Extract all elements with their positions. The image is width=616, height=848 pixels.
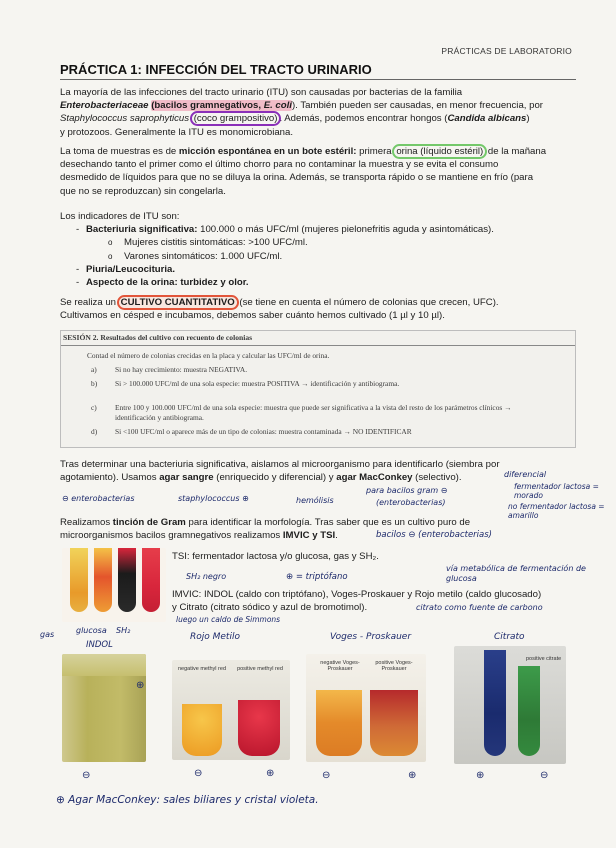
culture-line-2: Cultivamos en césped e incubamos, debemos saber cuánto hemos cultivado (1 µl y 10 µl). bbox=[60, 310, 445, 322]
label-indol: INDOL bbox=[86, 640, 113, 650]
indicator-bacteriuria: - Bacteriuria significativa: 100.000 o más UFC/ml (mujeres pielonefritis aguda y asintomáticas). bbox=[60, 223, 580, 236]
note-triptofano: ⊕ = triptófano bbox=[286, 572, 348, 582]
label-pos-rm: positive methyl red bbox=[237, 666, 283, 672]
intro-paragraph bbox=[60, 86, 580, 139]
label-neg-vp: negative Voges-Proskauer bbox=[320, 660, 360, 672]
session-box-title: SESIÓN 2. Resultados del cultivo con recuento de colonias bbox=[63, 333, 253, 342]
tube-vp-positive bbox=[370, 690, 418, 756]
gram-line-2: microorganismos bacilos gramnegativos realizamos IMVIC y TSI. bbox=[60, 530, 338, 542]
tsi-line: TSI: fermentador lactosa y/o glucosa, gas y SH₂. bbox=[172, 551, 379, 562]
session-item-d: d) Si <100 UFC/ml o aparece más de un tipo de colonias: muestra contaminada → NO IDENTIFICAR bbox=[91, 427, 412, 436]
sample-paragraph bbox=[60, 145, 580, 198]
note-luego-caldo: luego un caldo de Simmons bbox=[176, 615, 281, 624]
indicator-aspecto: - Aspecto de la orina: turbidez y olor. bbox=[60, 276, 580, 289]
note-via-metabolica: vía metabólica de fermentación de glucosa bbox=[446, 564, 586, 583]
tube-citrato-positive bbox=[484, 650, 506, 756]
enterobacteriaceae-term: Enterobacteriaceae bbox=[60, 100, 149, 112]
tsi-tubes-photo bbox=[62, 548, 166, 622]
intro-line-2: Enterobacteriaceae (bacilos gramnegativos, E. coli). También pueden ser causadas, en menor frecuencia, por bbox=[60, 100, 543, 112]
rm-minus: ⊖ bbox=[194, 768, 203, 779]
session-results-box bbox=[60, 330, 576, 448]
tube-control bbox=[142, 548, 160, 612]
note-staphylococcus: staphylococcus ⊕ bbox=[178, 494, 249, 503]
label-pos-cit: positive citrate bbox=[526, 656, 562, 662]
session-box-divider bbox=[61, 345, 575, 346]
candida-term: Candida albicans bbox=[447, 113, 527, 125]
sample-line-1: La toma de muestras es de micción espontánea en un bote estéril: primera orina (líquido estéril) de la mañana bbox=[60, 146, 547, 157]
isolation-line-1: Tras determinar una bacteriuria significativa, aislamos al microorganismo para identificarlo (siembra por bbox=[60, 459, 500, 470]
label-citrato: Citrato bbox=[494, 632, 525, 642]
staph-term: Staphylococcus saprophyticus bbox=[60, 113, 190, 125]
label-rojo-metilo: Rojo Metilo bbox=[190, 632, 240, 642]
indicator-sub-varones: o Varones sintomáticos: 1.000 UFC/ml. bbox=[60, 250, 580, 263]
indicators-heading: Los indicadores de ITU son: bbox=[60, 211, 180, 222]
session-box-intro: Contad el número de colonias crecidas en la placa y calcular las UFC/ml de orina. bbox=[87, 351, 330, 360]
intro-line-1: La mayoría de las infecciones del tracto urinario (ITU) son causadas por bacterias de la familia bbox=[60, 87, 463, 98]
sample-line-4: que no se reproduzcan) sin congelarla. bbox=[60, 185, 226, 197]
label-sh2: SH₂ bbox=[116, 626, 131, 635]
imvic-line-2: y Citrato (citrato sódico y azul de bromotimol). bbox=[172, 602, 368, 614]
sample-line-3: desmedido de líquidos para que no se diluya la orina. Además, se transporta rápido o se mantiene en frío (para bbox=[60, 172, 534, 184]
rm-plus: ⊕ bbox=[266, 768, 275, 779]
note-sh2-negro: SH₂ negro bbox=[186, 572, 227, 581]
cultivo-cuantitativo-highlight: CULTIVO CUANTITATIVO bbox=[120, 297, 235, 308]
tube-rm-negative bbox=[182, 704, 222, 756]
page-title: PRÁCTICA 1: INFECCIÓN DEL TRACTO URINARIO bbox=[60, 62, 372, 77]
note-diferencial: diferencial bbox=[504, 470, 547, 479]
cit-minus: ⊖ bbox=[540, 770, 549, 781]
indicators-section bbox=[60, 210, 580, 289]
note-bacilos-entero: bacilos ⊖ (enterobacterias) bbox=[376, 530, 492, 540]
cit-plus: ⊕ bbox=[476, 770, 485, 781]
gram-line-1: Realizamos tinción de Gram para identificar la morfología. Tras saber que es un cultivo puro de bbox=[60, 517, 471, 528]
label-pos-vp: positive Voges-Proskauer bbox=[375, 660, 413, 672]
liquido-esteril-highlight: orina (líquido estéril) bbox=[396, 146, 484, 157]
note-fermentador: fermentador lactosa = morado bbox=[514, 482, 599, 500]
indol-plus: ⊕ bbox=[136, 680, 145, 691]
note-enterobacterias: ⊖ enterobacterias bbox=[62, 494, 135, 503]
label-gas: gas bbox=[40, 630, 55, 639]
label-glucosa: glucosa bbox=[76, 626, 107, 635]
citrato-photo bbox=[454, 646, 566, 764]
imvic-line-1: IMVIC: INDOL (caldo con triptófano), Voges-Proskauer y Rojo metilo (caldo glucosado) bbox=[172, 589, 542, 600]
session-item-c: c) Entre 100 y 100.000 UFC/ml de una sola especie: muestra que puede ser significativa a la vista del resto de los parámetros clínicos → identificación y antibiograma. bbox=[91, 403, 512, 422]
isolation-paragraph bbox=[60, 458, 580, 484]
vp-minus: ⊖ bbox=[322, 770, 331, 781]
isolation-line-2: agotamiento). Usamos agar sangre (enriquecido y diferencial) y agar MacConkey (selectivo). bbox=[60, 472, 462, 484]
coco-highlight: (coco grampositivo) bbox=[193, 113, 278, 125]
tube-gas bbox=[70, 548, 88, 612]
gram-paragraph bbox=[60, 516, 580, 542]
indicator-piuria: - Piuria/Leucocituria. bbox=[60, 263, 580, 276]
tube-citrato-negative bbox=[518, 666, 540, 756]
note-macconkey: ⊕ Agar MacConkey: sales biliares y cristal violeta. bbox=[56, 794, 319, 806]
label-voges: Voges - Proskauer bbox=[330, 632, 412, 642]
indol-minus: ⊖ bbox=[82, 770, 91, 781]
culture-line-1: Se realiza un CULTIVO CUANTITATIVO (se tiene en cuenta el número de colonias que crecen, UFC). bbox=[60, 297, 499, 308]
tube-vp-negative bbox=[316, 690, 362, 756]
indol-photo bbox=[62, 654, 146, 762]
vp-plus: ⊕ bbox=[408, 770, 417, 781]
sample-line-2: desechando tanto el primer como el último chorro para no contaminar la muestra y se evita el consumo bbox=[60, 159, 499, 171]
indol-ring bbox=[62, 654, 146, 676]
intro-line-3: Staphylococcus saprophyticus (coco grampositivo) . Además, podemos encontrar hongos (Candida albicans) bbox=[60, 113, 530, 125]
label-neg-rm: negative methyl red bbox=[178, 666, 226, 672]
note-hemolisis: hemólisis bbox=[296, 496, 334, 505]
note-citrato-fuente: citrato como fuente de carbono bbox=[416, 603, 543, 612]
tube-sh2 bbox=[118, 548, 136, 612]
tube-glucosa bbox=[94, 548, 112, 612]
bacilos-highlight: (bacilos gramnegativos, E. coli bbox=[151, 100, 292, 112]
note-enterobacterias-2: (enterobacterias) bbox=[376, 498, 446, 507]
session-item-a: a) Si no hay crecimiento: muestra NEGATIVA. bbox=[91, 365, 248, 374]
intro-line-4: y protozoos. Generalmente la ITU es monomicrobiana. bbox=[60, 126, 294, 138]
tube-rm-positive bbox=[238, 700, 280, 756]
voges-proskauer-photo bbox=[306, 654, 426, 762]
rojo-metilo-photo bbox=[172, 660, 290, 760]
note-para-bacilos: para bacilos gram ⊖ bbox=[366, 486, 448, 495]
note-no-fermentador: no fermentador lactosa = amarillo bbox=[508, 502, 605, 520]
culture-paragraph bbox=[60, 296, 580, 322]
page-header: PRÁCTICAS DE LABORATORIO bbox=[441, 46, 572, 56]
indicator-sub-mujeres: o Mujeres cistitis sintomáticas: >100 UFC/ml. bbox=[60, 236, 580, 249]
title-divider bbox=[60, 79, 576, 80]
session-item-b: b) Si > 100.000 UFC/ml de una sola especie: muestra POSITIVA → identificación y antibiograma. bbox=[91, 379, 400, 388]
